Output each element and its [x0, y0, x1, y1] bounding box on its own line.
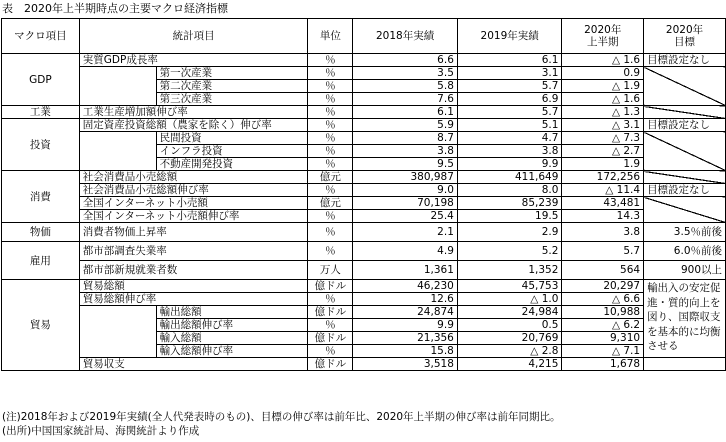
table-title: 表 2020年上半期時点の主要マクロ経済指標 — [2, 2, 228, 15]
table-row: 貿易収支 億ドル 3,518 4,215 1,678 — [2, 358, 726, 371]
table-row: 工業 工業生産増加額伸び率 ％ 6.1 5.7 △ 1.3 — [2, 106, 726, 119]
target-consumption: 目標設定なし — [644, 184, 726, 197]
category-consumption: 消費 — [2, 171, 80, 223]
table-row: 第三次産業 ％ 7.6 6.9 △ 1.6 — [2, 93, 726, 106]
table-row: 投資 固定資産投資総額（農家を除く）伸び率 ％ 5.9 5.1 △ 3.1 目標設定なし — [2, 119, 726, 132]
category-industry: 工業 — [2, 106, 80, 119]
footnote: (注)2018年および2019年実績(全人代発表時のもの)、目標の伸び率は前年比、2020年上半期の伸び率は前年同期比。 — [2, 411, 561, 423]
macro-indicators-table — [1, 18, 726, 371]
header-item: 統計項目 — [79, 19, 308, 54]
table-row: 貿易 貿易総額 億ドル 46,230 45,753 20,297 輸出入の安定促進・質的向上を図り、国際収支を基本的に均衡させる — [2, 280, 726, 293]
table-row: 輸入総額伸び率 ％ 15.8 △ 2.8 △ 7.1 — [2, 345, 726, 358]
target-empty — [644, 132, 726, 171]
header-2018: 2018年実績 — [353, 19, 458, 54]
table-row: 第一次産業 ％ 3.5 3.1 0.9 — [2, 67, 726, 80]
table-row: 輸出総額 億ドル 24,874 24,984 10,988 — [2, 306, 726, 319]
table-row: 輸出総額伸び率 ％ 9.9 0.5 △ 6.2 — [2, 319, 726, 332]
table-row: 全国インターネット小売額 億元 70,198 85,239 43,481 — [2, 197, 726, 210]
category-employment: 雇用 — [2, 242, 80, 280]
header-2020-target: 2020年 目標 — [644, 19, 726, 54]
header-2020-h1: 2020年 上半期 — [562, 19, 644, 54]
header-row — [2, 19, 726, 54]
category-investment: 投資 — [2, 119, 80, 171]
source-note: (出所)中国国家統計局、海関統計より作成 — [2, 425, 200, 437]
target-investment: 目標設定なし — [644, 119, 726, 132]
category-gdp: GDP — [2, 54, 80, 106]
table-row: GDP 実質GDP成長率 ％ 6.6 6.1 △ 1.6 目標設定なし — [2, 54, 726, 67]
header-category: マクロ項目 — [2, 19, 80, 54]
table-row: 消費 社会消費品小売総額 億元 380,987 411,649 172,256 — [2, 171, 726, 184]
category-trade: 貿易 — [2, 280, 80, 371]
category-prices: 物価 — [2, 223, 80, 242]
table-row: 雇用 都市部調査失業率 ％ 4.9 5.2 5.7 6.0％前後 — [2, 242, 726, 261]
table-row: インフラ投資 ％ 3.8 3.8 △ 2.7 — [2, 145, 726, 158]
target-empty — [644, 197, 726, 223]
target-empty — [644, 106, 726, 119]
target-gdp: 目標設定なし — [644, 54, 726, 67]
table-row: 社会消費品小売総額伸び率 ％ 9.0 8.0 △ 11.4 目標設定なし — [2, 184, 726, 197]
table-row: 都市部新規就業者数 万人 1,361 1,352 564 900以上 — [2, 261, 726, 280]
table-row: 輸入総額 億ドル 21,356 20,769 9,310 — [2, 332, 726, 345]
header-2019: 2019年実績 — [457, 19, 562, 54]
table-row: 貿易総額伸び率 ％ 12.6 △ 1.0 △ 6.6 — [2, 293, 726, 306]
table-row: 民間投資 ％ 8.7 4.7 △ 7.3 — [2, 132, 726, 145]
table-row: 全国インターネット小売額伸び率 ％ 25.4 19.5 14.3 — [2, 210, 726, 223]
header-unit: 単位 — [308, 19, 353, 54]
target-trade: 輸出入の安定促進・質的向上を図り、国際収支を基本的に均衡させる — [644, 280, 726, 358]
target-unemployment: 6.0％前後 — [644, 242, 726, 261]
target-prices: 3.5％前後 — [644, 223, 726, 242]
table-row: 第二次産業 ％ 5.8 5.7 △ 1.9 — [2, 80, 726, 93]
target-new-jobs: 900以上 — [644, 261, 726, 280]
table-row: 不動産開発投資 ％ 9.5 9.9 1.9 — [2, 158, 726, 171]
target-empty — [644, 171, 726, 184]
table-row: 物価 消費者物価上昇率 ％ 2.1 2.9 3.8 3.5％前後 — [2, 223, 726, 242]
target-empty — [644, 67, 726, 106]
